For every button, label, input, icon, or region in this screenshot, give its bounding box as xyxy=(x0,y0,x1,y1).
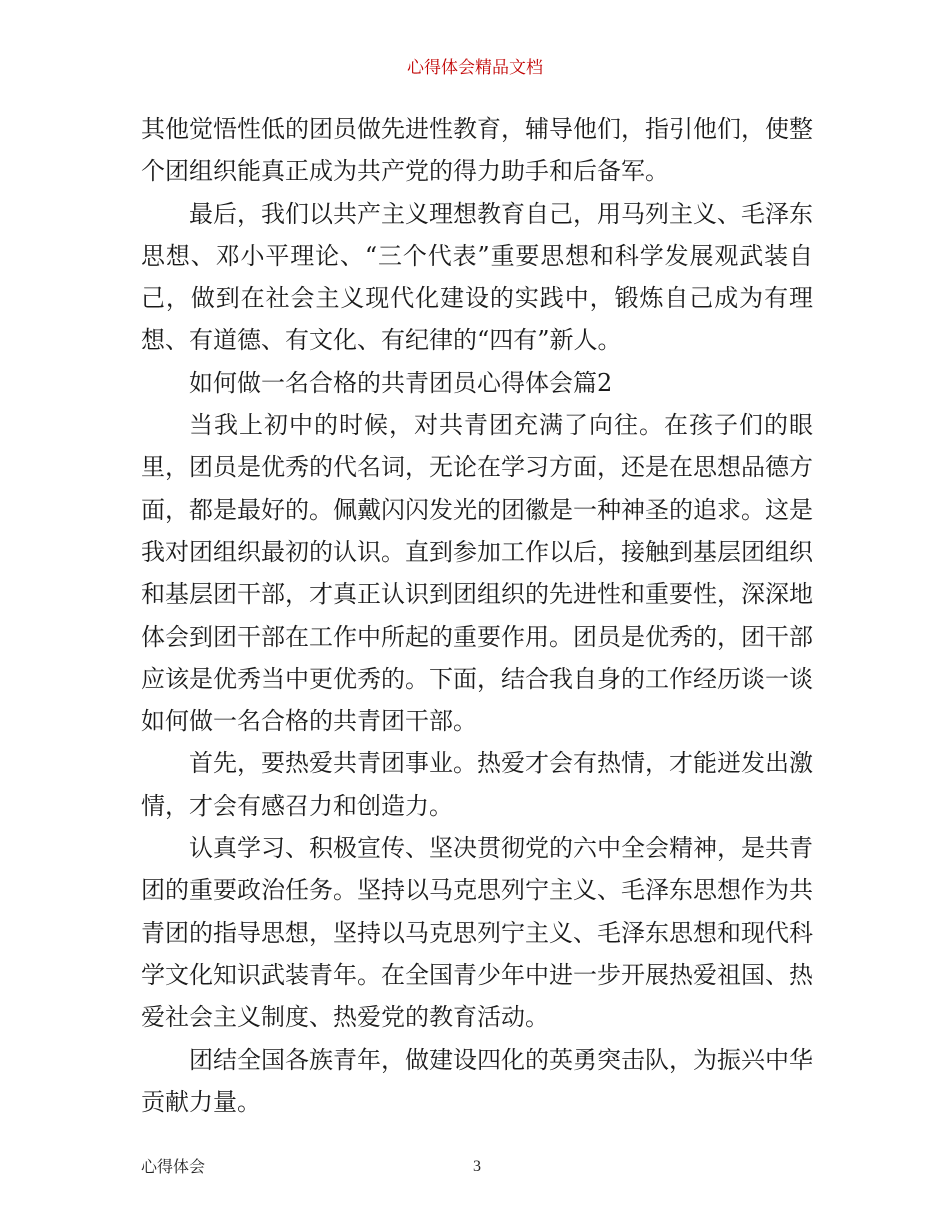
paragraph-unite: 团结全国各族青年，做建设四化的英勇突击队，为振兴中华贡献力量。 xyxy=(141,1045,813,1116)
page-number: 3 xyxy=(473,1158,481,1175)
section-heading: 如何做一名合格的共青团员心得体会篇2 xyxy=(189,368,613,397)
paragraph-study: 认真学习、积极宣传、坚决贯彻党的六中全会精神，是共青团的重要政治任务。坚持以马克思列宁主义、毛泽东思想作为共青团的指导思想，坚持以马克思列宁主义、毛泽东思想和现代科学文化知识武装青年。在全国青少年中进一步开展热爱祖国、热爱社会主义制度、热爱党的教育活动。 xyxy=(141,834,813,1032)
paragraph-finally: 最后，我们以共产主义理想教育自己，用马列主义、毛泽东思想、邓小平理论、“三个代表”重要思想和科学发展观武装自己，做到在社会主义现代化建设的实践中，锻炼自己成为有理想、有道德、有文化、有纪律的“四有”新人。 xyxy=(141,199,813,355)
footer-label: 心得体会 xyxy=(141,1157,206,1176)
paragraph-continuation: 其他觉悟性低的团员做先进性教育，辅导他们，指引他们，使整个团组织能真正成为共产党的得力助手和后备军。 xyxy=(141,115,813,186)
paragraph-first: 首先，要热爱共青团事业。热爱才会有热情，才能迸发出激情，才会有感召力和创造力。 xyxy=(141,749,813,820)
page-header-title: 心得体会精品文档 xyxy=(407,58,543,78)
paragraph-intro: 当我上初中的时候，对共青团充满了向往。在孩子们的眼里，团员是优秀的代名词，无论在学习方面，还是在思想品德方面，都是最好的。佩戴闪闪发光的团徽是一种神圣的追求。这是我对团组织最初的认识。直到参加工作以后，接触到基层团组织和基层团干部，才真正认识到团组织的先进性和重要性，深深地体会到团干部在工作中所起的重要作用。团员是优秀的，团干部应该是优秀当中更优秀的。下面，结合我自身的工作经历谈一谈如何做一名合格的共青团干部。 xyxy=(141,411,813,736)
document-body xyxy=(141,108,813,1123)
